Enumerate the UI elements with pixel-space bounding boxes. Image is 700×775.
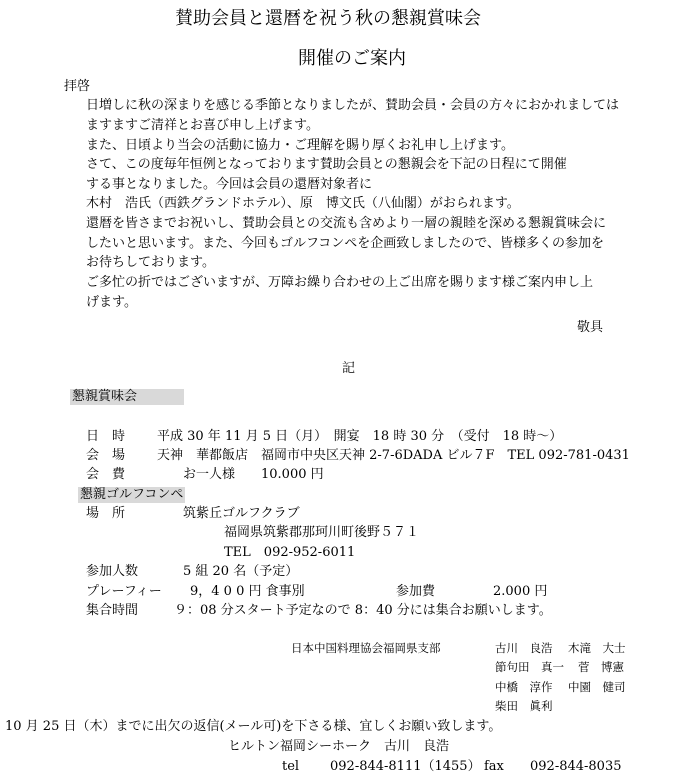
play-fee-value: 9，4 0 0 円 食事別	[190, 584, 305, 599]
contact-name: ヒルトン福岡シーホーク 古川 良浩	[228, 739, 450, 754]
golf-place-label: 場 所	[86, 506, 126, 521]
member-name: 木滝 大士	[568, 641, 626, 655]
closing-keigu: 敬具	[577, 320, 604, 335]
paragraph-line: 木村 浩氏（西鉄グランドホテル）、原 博文氏（八仙閣）がおられます。	[86, 196, 520, 211]
paragraph-line: する事となりました。今回は会員の還暦対象者に	[86, 177, 373, 192]
paragraph-line: げます。	[86, 295, 137, 310]
paragraph-line: 還暦を皆さまでお祝いし、賛助会員との交流も含めより一層の親睦を深める懇親賞味会に	[86, 216, 607, 231]
participants-value: 5 組 20 名（予定）	[183, 564, 299, 579]
rsvp-notice: 10 月 25 日（木）までに出欠の返信(メール可)を下さる様、宜しくお願い致します。	[5, 719, 502, 734]
contact-tel-label: tel	[282, 759, 300, 774]
date-label: 日 時	[86, 429, 126, 444]
paragraph-line: ますますご清祥とお喜び申し上げます。	[86, 118, 319, 133]
member-name: 柴田 眞利	[495, 699, 553, 713]
paragraph-line: お待ちしております。	[86, 255, 215, 270]
venue-value: 天神 華都飯店 福岡市中央区天神 2-7-6DADA ビル７F TEL 092-781-0431	[157, 448, 630, 463]
section-heading-golf: 懇親ゴルフコンペ	[80, 487, 184, 502]
entry-fee-value: 2.000 円	[493, 584, 548, 599]
golf-place-address: 福岡県筑紫郡那珂川町後野５７１	[224, 525, 420, 540]
member-name: 中橋 淳作	[495, 680, 553, 694]
ki-marker: 記	[342, 361, 356, 376]
entry-fee-label: 参加費	[396, 584, 436, 599]
member-name: 菅 博憲	[578, 660, 624, 674]
meeting-time-label: 集合時間	[86, 603, 139, 618]
meeting-time-value: ９：08 分スタート予定なので 8：40 分には集合お願いします。	[174, 603, 552, 618]
participants-label: 参加人数	[86, 564, 139, 579]
section-heading-dinner: 懇親賞味会	[70, 389, 184, 405]
paragraph-line: したいと思います。また、今回もゴルフコンペを企画致しましたので、皆様多くの参加を	[86, 236, 605, 251]
member-name: 中園 健司	[568, 680, 626, 694]
paragraph-line: 日増しに秋の深まりを感じる季節となりましたが、賛助会員・会員の方々におかれましては	[86, 98, 620, 113]
play-fee-label: プレーフィー	[86, 584, 162, 599]
fee-value: お一人様 10.000 円	[183, 467, 324, 482]
paragraph-line: ご多忙の折ではございますが、万障お繰り合わせの上ご出席を賜ります様ご案内申し上	[86, 275, 594, 290]
paragraph-line: また、日頃より当会の活動に協力・ご理解を賜り厚くお礼申し上げます。	[86, 138, 514, 153]
fee-label: 会 費	[86, 467, 126, 482]
venue-label: 会 場	[86, 448, 126, 463]
member-name: 古川 良浩	[495, 641, 553, 655]
organization-name: 日本中国料理協会福岡県支部	[291, 641, 441, 655]
title-line-1: 賛助会員と還暦を祝う秋の懇親賞味会	[175, 8, 481, 29]
contact-fax-label: fax	[484, 759, 504, 774]
salutation: 拝啓	[64, 79, 91, 94]
date-value: 平成 30 年 11 月 5 日（月） 開宴 18 時 30 分 （受付 18 時〜）	[157, 429, 563, 444]
title-line-2: 開催のご案内	[298, 48, 406, 69]
paragraph-line: さて、この度毎年恒例となっております賛助会員との懇親会を下記の日程にて開催	[86, 157, 567, 172]
golf-place-name: 筑紫丘ゴルフクラブ	[183, 506, 300, 521]
contact-fax-value: 092-844-8035	[530, 759, 622, 774]
contact-tel-value: 092-844-8111（1455）	[330, 759, 481, 774]
golf-place-tel: TEL 092-952-6011	[224, 545, 356, 560]
member-name: 節句田 真一	[495, 660, 564, 674]
